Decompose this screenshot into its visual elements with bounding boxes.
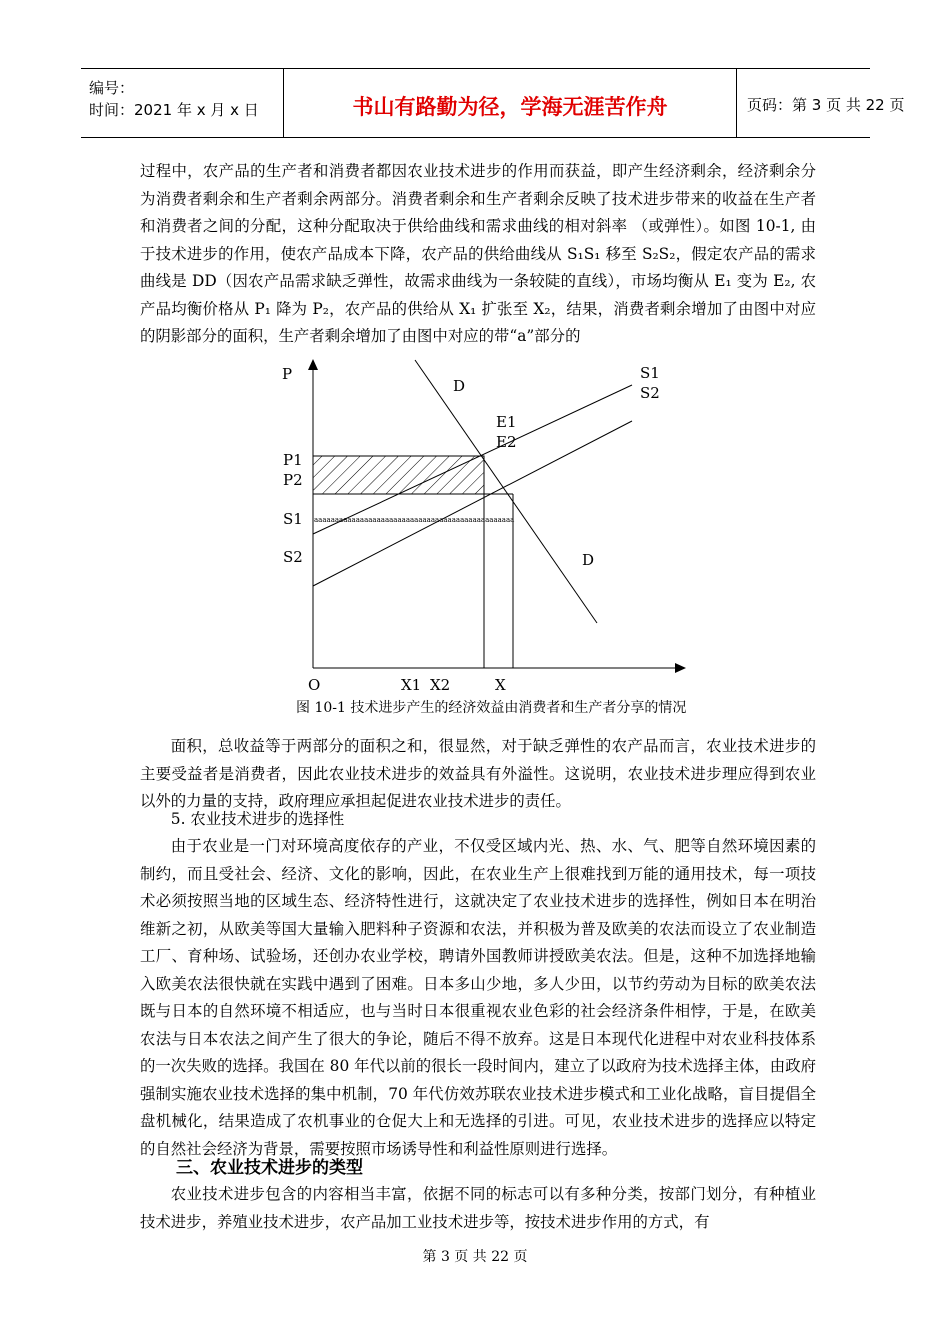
label-p: P xyxy=(282,365,293,383)
label-p2: P2 xyxy=(283,471,303,489)
document-number-label: 编号： xyxy=(89,79,135,97)
label-s2: S2 xyxy=(640,384,660,402)
label-origin: O xyxy=(308,676,321,694)
subheading-selectivity xyxy=(140,806,816,834)
paragraph-economic-surplus xyxy=(140,158,816,351)
producer-surplus-band-a: aaaaaaaaaaaaaaaaaaaaaaaaaaaaaaaaaaaaaaaaaaaaaaaa xyxy=(314,516,515,524)
label-x2: X2 xyxy=(430,676,451,694)
label-e2: E2 xyxy=(496,433,517,451)
page-header xyxy=(81,68,905,138)
x-axis-arrow xyxy=(675,663,686,673)
y-axis-arrow xyxy=(308,359,318,370)
consumer-surplus-hatched-area xyxy=(313,456,484,494)
paragraph-text: 过程中，农产品的生产者和消费者都因农业技术进步的作用而获益，即产生经济剩余，经济剩余分为消费者剩余和生产者剩余两部分。消费者剩余和生产者剩余反映了技术进步带来的收益在生产者和消费者之间的分配，这种分配取决于供给曲线和需求曲线的相对斜率 （或弹性）。如图 10-1, 由于技术进步的作用，使农产品成本下降，农产品的供给曲线从 S₁S₁ 移至 S₂S₂，假定农产品的需求曲线是 DD（因农产品需求缺乏弹性，故需求曲线为一条较陡的直线），市场均衡从 E₁ 变为 E₂, 农产品均衡价格从 P₁ 降为 P₂，农产品的供给从 X₁ 扩张至 X₂，结果，消费者剩余增加了由图中对应的阴影部分的面积，生产者剩余增加了由图中对应的带“a”部分的 xyxy=(140,162,816,345)
label-x1: X1 xyxy=(401,676,422,694)
header-page-cell xyxy=(737,69,905,137)
paragraph-benefit-spillover xyxy=(140,733,816,816)
header-motto: 书山有路勤为径，学海无涯苦作舟 xyxy=(352,95,668,119)
label-s1-left: S1 xyxy=(283,510,303,528)
label-p1: P1 xyxy=(283,451,303,469)
figure-caption: 图 10-1 技术进步产生的经济效益由消费者和生产者分享的情况 xyxy=(296,700,687,716)
label-s2-left: S2 xyxy=(283,548,303,566)
page-footer: 第 3 页 共 22 页 xyxy=(422,1249,528,1265)
paragraph-types xyxy=(140,1181,816,1236)
label-s1: S1 xyxy=(640,364,660,382)
figure-supply-demand-chart xyxy=(270,355,700,700)
header-page-code: 页码：第 3 页 共 22 页 xyxy=(747,96,905,114)
section-title-types: 三、农业技术进步的类型 xyxy=(176,1158,363,1178)
label-d-top: D xyxy=(453,377,466,395)
subheading-text: 5. 农业技术进步的选择性 xyxy=(170,810,345,828)
paragraph-text: 由于农业是一门对环境高度依存的产业，不仅受区域内光、热、水、气、肥等自然环境因素的制约，而且受社会、经济、文化的影响，因此，在农业生产上很难找到万能的通用技术，每一项技术必须按照当地的区域生态、经济特性进行，这就决定了农业技术进步的选择性，例如日本在明治维新之初，从欧美等国大量输入肥料种子资源和农法，并积极为普及欧美的农法而设立了农业制造工厂、育种场、试验场，还创办农业学校，聘请外国教师讲授欧美农法。但是，这种不加选择地输入欧美农法很快就在实践中遇到了困难。日本多山少地，多人少田，以节约劳动为目标的欧美农法既与日本的自然环境不相适应，也与当时日本很重视农业色彩的社会经济条件相悖，于是，在欧美农法与日本农法之间产生了很大的争论，随后不得不放弃。这是日本现代化进程中对农业科技体系的一次失败的选择。我国在 80 年代以前的很长一段时间内，建立了以政府为技术选择主体，由政府强制实施农业技术选择的集中机制，70 年代仿效苏联农业技术进步模式和工业化战略，盲目提倡全盘机械化，结果造成了农机事业的仓促大上和无选择的引进。可见，农业技术进步的选择应以特定的自然社会经济为背景，需要按照市场诱导性和利益性原则进行选择。 xyxy=(140,837,816,1158)
document-time-label: 时间：2021 年 x 月 x 日 xyxy=(89,101,259,119)
label-d-bottom: D xyxy=(582,551,595,569)
paragraph-text: 面积，总收益等于两部分的面积之和，很显然，对于缺乏弹性的农产品而言，农业技术进步的主要受益者是消费者，因此农业技术进步的效益具有外溢性。这说明，农业技术进步理应得到农业以外的力量的支持，政府理应承担起促进农业技术进步的责任。 xyxy=(140,737,816,810)
paragraph-selectivity xyxy=(140,833,816,1163)
header-motto-cell xyxy=(284,69,737,137)
paragraph-text: 农业技术进步包含的内容相当丰富，依据不同的标志可以有多种分类，按部门划分，有种植业技术进步，养殖业技术进步，农产品加工业技术进步等，按技术进步作用的方式，有 xyxy=(140,1185,816,1231)
label-e1: E1 xyxy=(496,413,517,431)
header-meta-cell xyxy=(81,69,284,137)
label-x: X xyxy=(495,676,506,694)
